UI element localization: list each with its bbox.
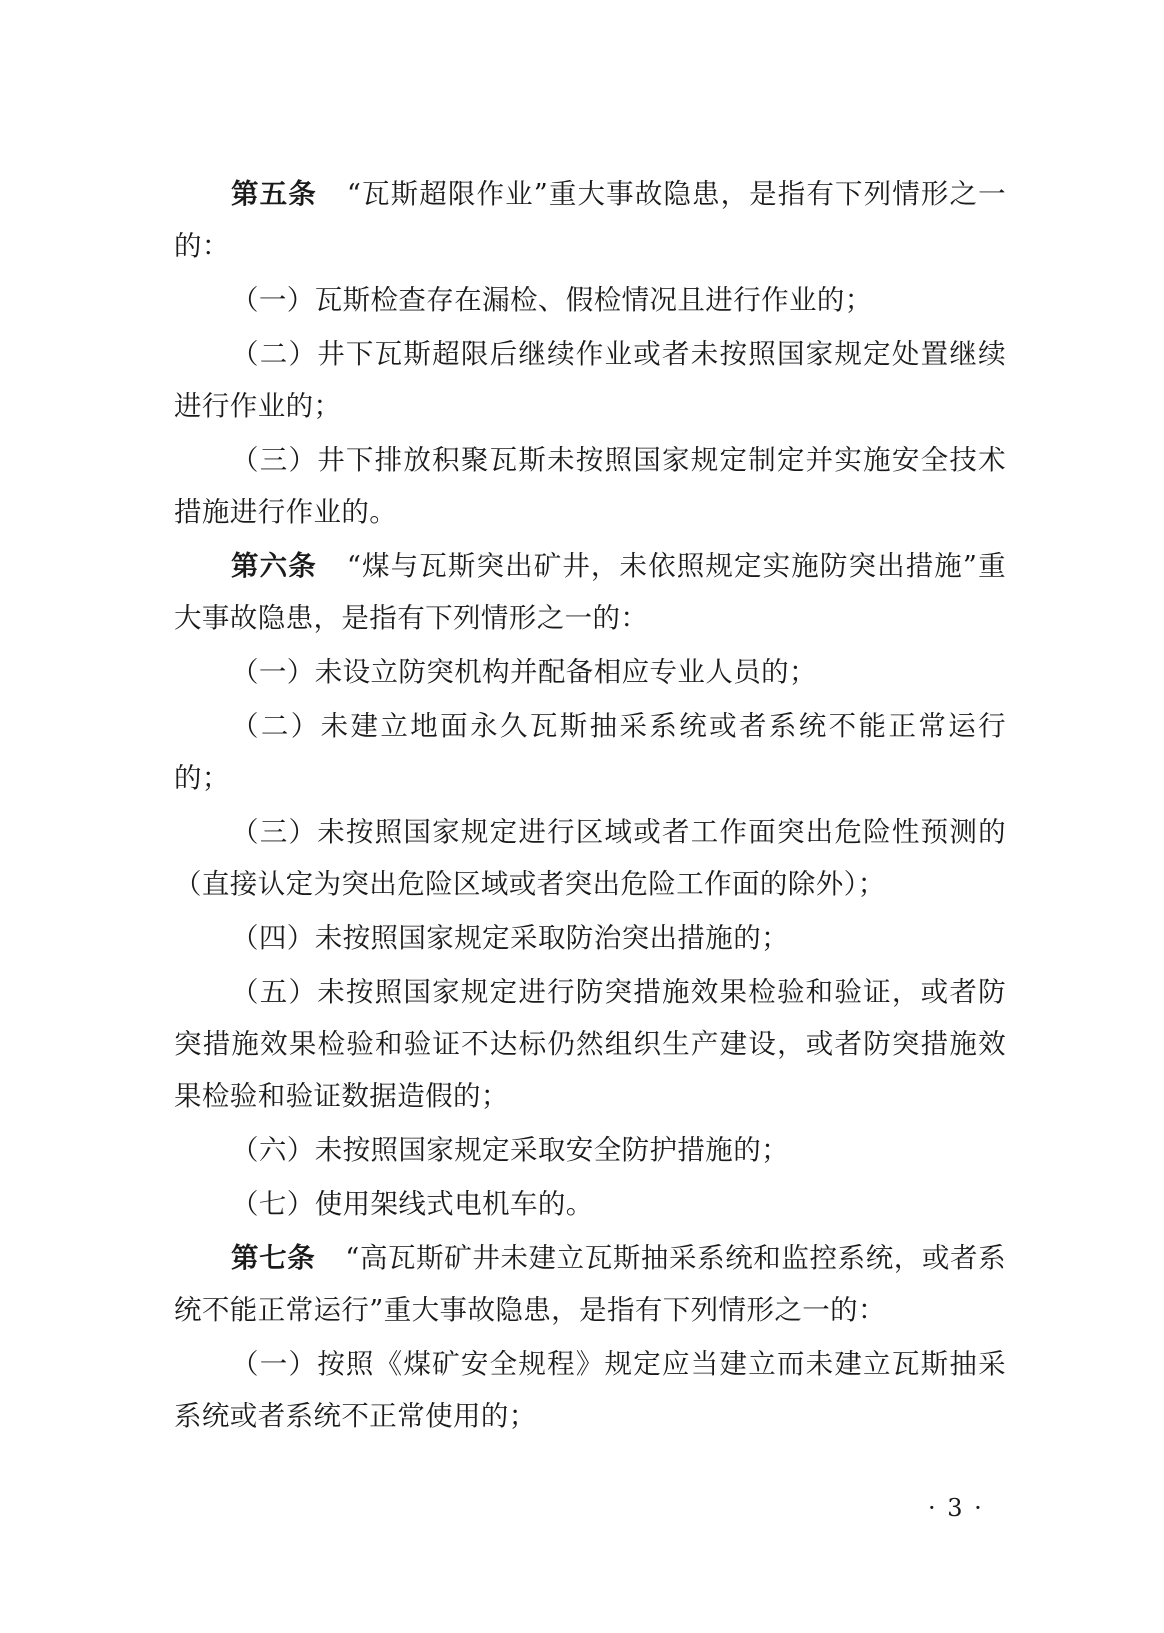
list-item	[174, 966, 1006, 1122]
paragraph-text: （六）未按照国家规定采取安全防护措施的；	[231, 1134, 789, 1166]
paragraph-text: （二）未建立地面永久瓦斯抽采系统或者系统不能正常运行的；	[174, 710, 1006, 794]
list-item	[174, 1178, 1006, 1230]
list-item	[174, 274, 1006, 326]
paragraph-text: “高瓦斯矿井未建立瓦斯抽采系统和监控系统，或者系统不能正常运行”重大事故隐患，是指有下列情形之一的：	[174, 1242, 1006, 1326]
document-body	[174, 168, 1006, 1444]
list-item	[174, 1124, 1006, 1176]
paragraph-text: （五）未按照国家规定进行防突措施效果检验和验证，或者防突措施效果检验和验证不达标仍然组织生产建设，或者防突措施效果检验和验证数据造假的；	[174, 976, 1006, 1112]
article-7-heading	[174, 1232, 1006, 1336]
paragraph-text: （七）使用架线式电机车的。	[231, 1188, 594, 1220]
article-label: 第七条	[231, 1242, 316, 1274]
list-item	[174, 1338, 1006, 1442]
paragraph-text: （一）瓦斯检查存在漏检、假检情况且进行作业的；	[231, 284, 873, 316]
article-6-heading	[174, 540, 1006, 644]
list-item	[174, 912, 1006, 964]
list-item	[174, 434, 1006, 538]
article-label: 第五条	[231, 178, 317, 210]
list-item	[174, 806, 1006, 910]
paragraph-text: （三）未按照国家规定进行区域或者工作面突出危险性预测的（直接认定为突出危险区域或者突出危险工作面的除外）；	[174, 816, 1006, 900]
article-5-heading	[174, 168, 1006, 272]
page-number: · 3 ·	[928, 1494, 984, 1522]
paragraph-text: （二）井下瓦斯超限后继续作业或者未按照国家规定处置继续进行作业的；	[174, 338, 1006, 422]
list-item	[174, 646, 1006, 698]
list-item	[174, 328, 1006, 432]
paragraph-text: “瓦斯超限作业”重大事故隐患，是指有下列情形之一的：	[174, 178, 1006, 262]
paragraph-text: （一）未设立防突机构并配备相应专业人员的；	[231, 656, 817, 688]
list-item	[174, 700, 1006, 804]
paragraph-text: “煤与瓦斯突出矿井，未依照规定实施防突出措施”重大事故隐患，是指有下列情形之一的：	[174, 550, 1006, 634]
article-label: 第六条	[231, 550, 317, 582]
paragraph-text: （三）井下排放积聚瓦斯未按照国家规定制定并实施安全技术措施进行作业的。	[174, 444, 1006, 528]
paragraph-text: （一）按照《煤矿安全规程》规定应当建立而未建立瓦斯抽采系统或者系统不正常使用的；	[174, 1348, 1006, 1432]
paragraph-text: （四）未按照国家规定采取防治突出措施的；	[231, 922, 789, 954]
